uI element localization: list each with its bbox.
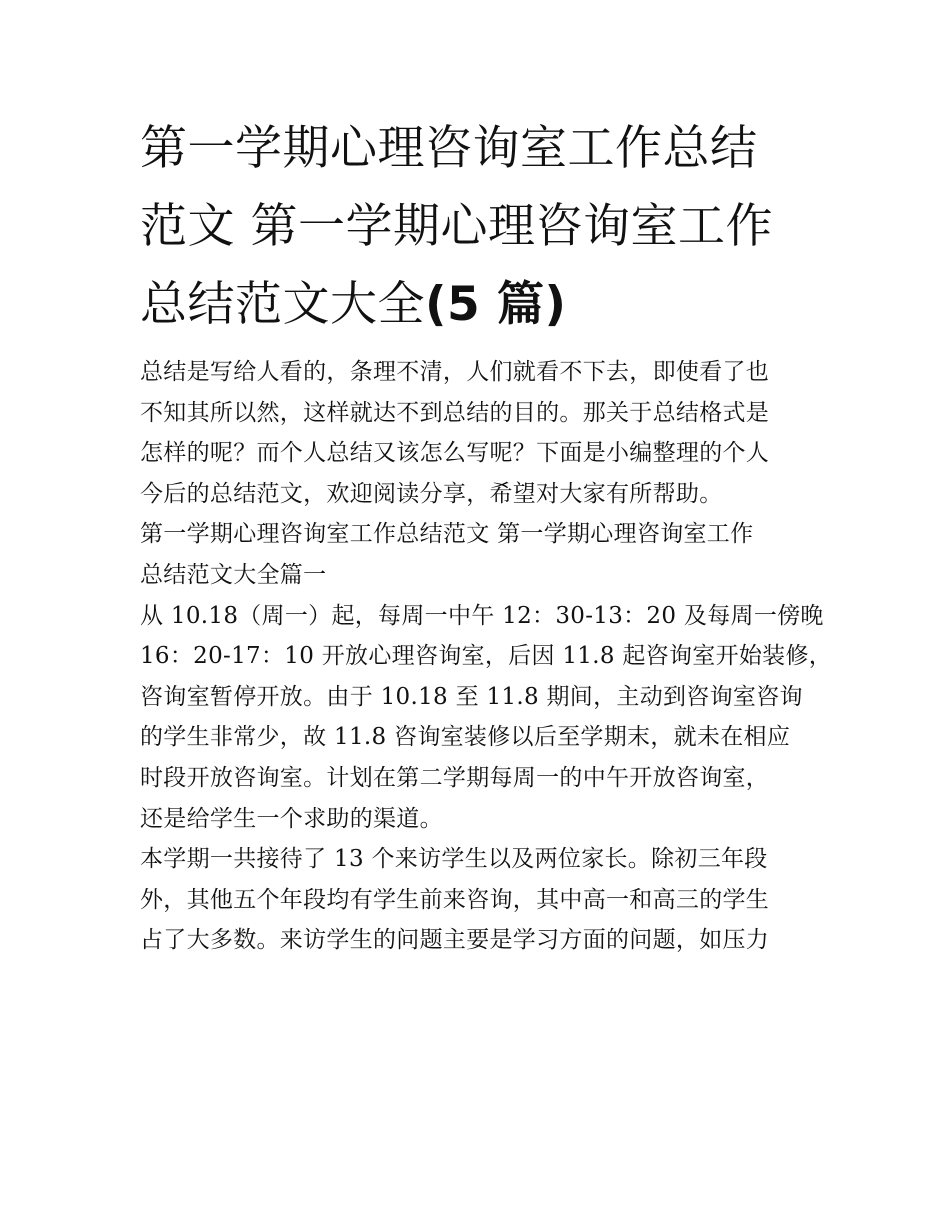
- document-title: [140, 110, 812, 344]
- title-line: 范文 第一学期心理咨询室工作: [140, 199, 773, 254]
- body-line: 咨询室暂停开放。由于 10.18 至 11.8 期间，主动到咨询室咨询: [140, 683, 803, 710]
- document-body: [140, 352, 833, 961]
- body-line: 时段开放咨询室。计划在第二学期每周一的中午开放咨询室，: [140, 764, 770, 791]
- body-line: 本学期一共接待了 13 个来访学生以及两位家长。除初三年段: [140, 846, 768, 873]
- body-line: 外，其他五个年段均有学生前来咨询，其中高一和高三的学生: [140, 886, 770, 913]
- body-line: 今后的总结范文，欢迎阅读分享，希望对大家有所帮助。: [140, 480, 723, 507]
- title-text: 总结范文大全: [140, 277, 425, 332]
- title-line: 第一学期心理咨询室工作总结: [140, 121, 758, 176]
- body-line: 16：20-17：10 开放心理咨询室，后因 11.8 起咨询室开始装修，: [140, 643, 833, 670]
- body-line: 的学生非常少，故 11.8 咨询室装修以后至学期末，就未在相应: [140, 724, 791, 751]
- document-page: [140, 110, 833, 961]
- title-line: [140, 266, 812, 344]
- section-heading-line: 第一学期心理咨询室工作总结范文 第一学期心理咨询室工作: [140, 521, 754, 548]
- body-line: 怎样的呢？而个人总结又该怎么写呢？下面是小编整理的个人: [140, 440, 770, 467]
- body-line: 占了大多数。来访学生的问题主要是学习方面的问题，如压力: [140, 927, 770, 954]
- title-count: (5 篇): [425, 277, 567, 332]
- section-heading-line: 总结范文大全篇一: [140, 561, 327, 588]
- body-line: 从 10.18（周一）起，每周一中午 12：30-13：20 及每周一傍晚: [140, 602, 824, 629]
- body-line: 不知其所以然，这样就达不到总结的目的。那关于总结格式是: [140, 399, 770, 426]
- body-line: 总结是写给人看的，条理不清，人们就看不下去，即使看了也: [140, 359, 770, 385]
- body-line: 还是给学生一个求助的渠道。: [140, 805, 443, 832]
